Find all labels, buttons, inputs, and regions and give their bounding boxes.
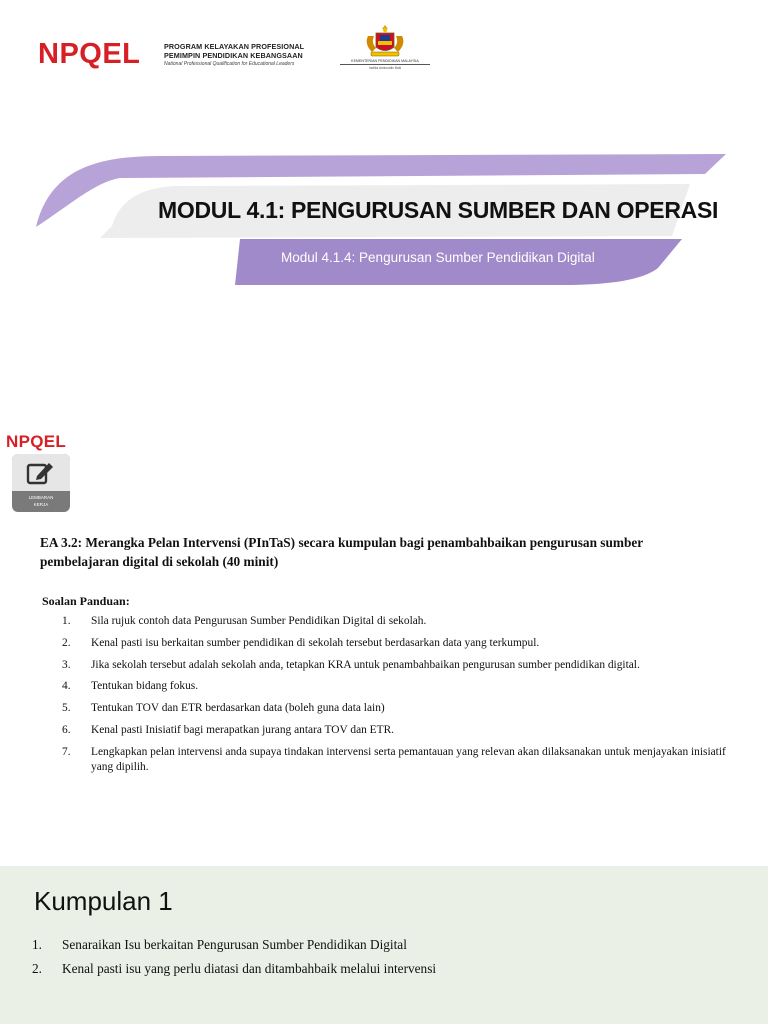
worksheet-label: LEMBARAN KERJA xyxy=(28,495,54,507)
institute-name: Institut Aminuddin Baki xyxy=(368,66,402,70)
edit-worksheet-icon xyxy=(25,459,55,487)
list-item: 2. Kenal pasti isu yang perlu diatasi dan ditambahbaik melalui intervensi xyxy=(32,961,437,976)
list-item: 6. Kenal pasti Inisiatif bagi merapatkan jurang antara TOV dan ETR. xyxy=(62,723,395,736)
program-line-1: PROGRAM KELAYAKAN PROFESIONAL xyxy=(164,42,305,51)
worksheet-icon-box xyxy=(12,454,70,512)
malaysia-coat-of-arms-icon xyxy=(362,24,408,60)
ministry-divider xyxy=(340,64,430,65)
ministry-name: KEMENTERIAN PENDIDIKAN MALAYSIA xyxy=(351,59,419,63)
list-item: 2. Kenal pasti isu berkaitan sumber pendidikan di sekolah tersebut berdasarkan data yang terkumpul. xyxy=(62,636,540,649)
group-title: Kumpulan 1 xyxy=(34,886,173,916)
guide-heading: Soalan Panduan: xyxy=(42,594,130,608)
group-task-list xyxy=(32,936,732,984)
npqel-logo: NPQEL xyxy=(38,38,141,70)
guide-question-list xyxy=(58,614,728,782)
npqel-logo-small: NPQEL xyxy=(6,432,67,451)
list-item: 4. Tentukan bidang fokus. xyxy=(62,680,199,693)
module-title: MODUL 4.1: PENGURUSAN SUMBER DAN OPERASI xyxy=(158,197,719,223)
activity-title: EA 3.2: Merangka Pelan Intervensi (PInTaS) secara kumpulan bagi penambahbaikan pengurusan sumber pembelajaran digital di sekolah (40 minit) xyxy=(40,535,643,569)
program-line-2: PEMIMPIN PENDIDIKAN KEBANGSAAN xyxy=(164,51,303,60)
list-item: 1. Sila rujuk contoh data Pengurusan Sumber Pendidikan Digital di sekolah. xyxy=(62,615,427,627)
list-item: 7. Lengkapkan pelan intervensi anda supaya tindakan intervensi serta pemantauan yang relevan akan dilaksanakan untuk menjayakan inisiatif yang dipilih. xyxy=(62,745,726,773)
list-item: 1. Senaraikan Isu berkaitan Pengurusan Sumber Pendidikan Digital xyxy=(32,937,407,952)
module-subtitle: Modul 4.1.4: Pengurusan Sumber Pendidikan Digital xyxy=(281,250,595,265)
list-item: 5. Tentukan TOV dan ETR berdasarkan data (boleh guna data lain) xyxy=(62,702,385,715)
list-item: 3. Jika sekolah tersebut adalah sekolah anda, tetapkan KRA untuk penambahbaikan pengurusan sumber pendidikan digital. xyxy=(62,658,640,671)
program-line-3: National Professional Qualification for Educational Leaders xyxy=(164,61,295,67)
program-name xyxy=(164,42,304,68)
